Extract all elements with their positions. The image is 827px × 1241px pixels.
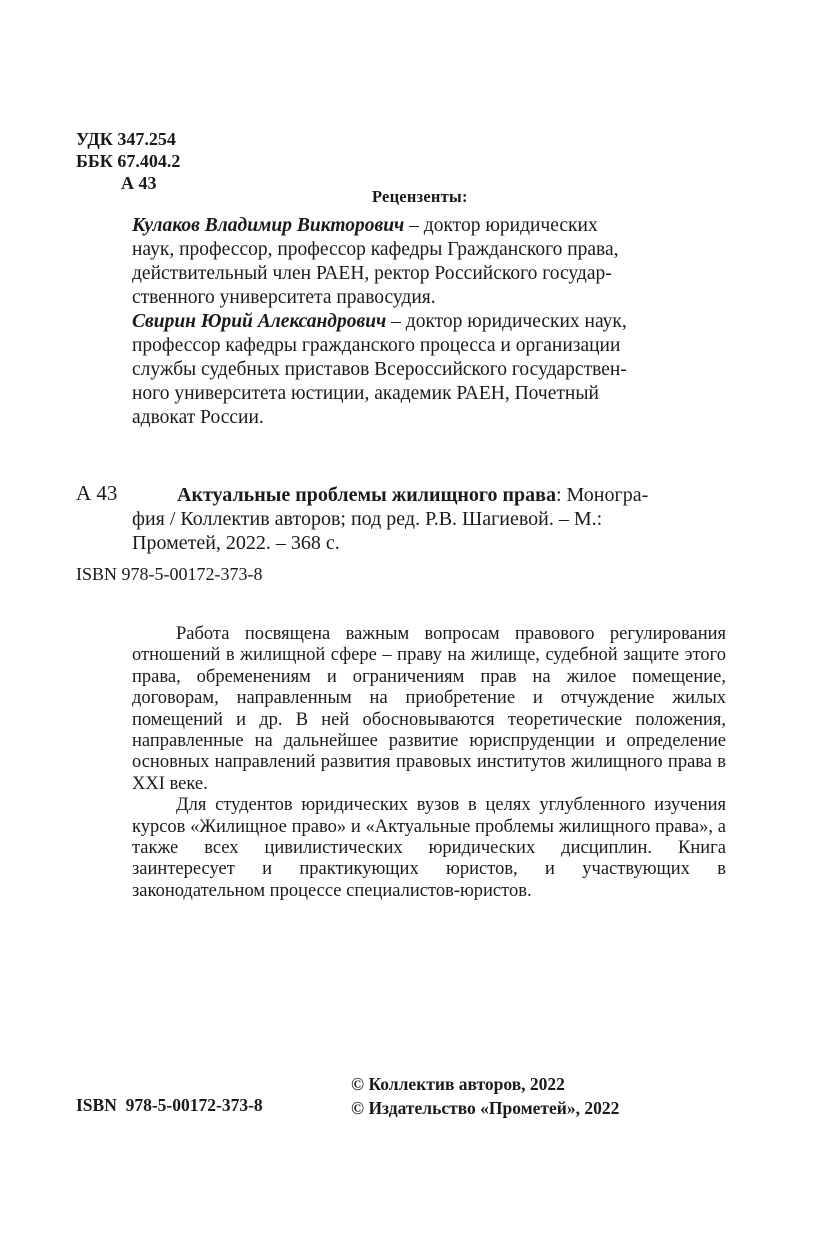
udk-code: УДК 347.254 [76, 129, 176, 149]
entry-line-1 [132, 483, 728, 507]
reviewer-1-desc-line4: ственного университета правосудия. [132, 287, 436, 308]
reviewer-2-desc-line2: профессор кафедры гражданского процесса и организации [132, 335, 621, 356]
copyright-block [351, 1072, 619, 1120]
entry-code: А 43 [76, 481, 118, 505]
annotation-paragraph-1: Работа посвящена важным вопросам правового регулирования отношений в жилищной сфере – праву на жилище, судебной защите этого права, обременениям и ограничениям прав на жилое помещение, договорам, направленным на приобретение и отчуждение жилых помещений и др. В ней обосновываются теоретические положения, направленные на дальнейшее развитие юриспруденции и определение основных направлений развития правовых институтов жилищного права в XXI веке. [132, 624, 726, 794]
book-title: Актуальные проблемы жилищного права [177, 484, 556, 506]
bbk-code: ББК 67.404.2 [76, 151, 181, 171]
bibliographic-entry [132, 483, 728, 555]
reviewer-1-desc-line2: наук, профессор, профессор кафедры Гражданского права, [132, 239, 619, 260]
annotation-paragraph-2: Для студентов юридических вузов в целях углубленного изучения курсов «Жилищное право» и «Актуальные проблемы жилищного права», а также всех цивилистических юридических дисциплин. Книга заинтересует и практикующих юристов, и участвующих в законодательном процессе специалистов-юристов. [132, 795, 726, 901]
reviewer-2-desc-line3: службы судебных приставов Всероссийского государствен- [132, 359, 627, 380]
reviewer-1-name: Кулаков Владимир Викторович [132, 215, 405, 236]
reviewer-2-name: Свирин Юрий Александрович [132, 311, 387, 332]
reviewers-list [132, 214, 728, 430]
copyright-publisher: © Издательство «Прометей», 2022 [351, 1098, 620, 1118]
copyright-authors: © Коллектив авторов, 2022 [351, 1074, 565, 1094]
reviewer-1 [132, 214, 728, 310]
entry-line1-rest: : Моногра- [555, 484, 649, 506]
reviewer-1-desc-line1: – доктор юридических [404, 215, 598, 236]
entry-line-3: Прометей, 2022. – 368 с. [132, 532, 340, 554]
reviewer-2-desc-line4: ного университета юстиции, академик РАЕН, Почетный [132, 383, 599, 404]
reviewer-2-desc-line5: адвокат России. [132, 407, 264, 428]
author-mark: А 43 [121, 173, 157, 193]
reviewers-heading: Рецензенты: [372, 187, 468, 206]
reviewer-1-desc-line3: действительный член РАЕН, ректор Российского государ- [132, 263, 612, 284]
reviewer-2 [132, 310, 728, 430]
classification-block [76, 128, 180, 194]
isbn-top: ISBN 978-5-00172-373-8 [76, 564, 263, 584]
annotation [132, 624, 726, 902]
entry-line-2: фия / Коллектив авторов; под ред. Р.В. Шагиевой. – М.: [132, 508, 603, 530]
isbn-bottom: ISBN 978-5-00172-373-8 [76, 1095, 263, 1115]
reviewer-2-desc-line1: – доктор юридических наук, [386, 311, 627, 332]
